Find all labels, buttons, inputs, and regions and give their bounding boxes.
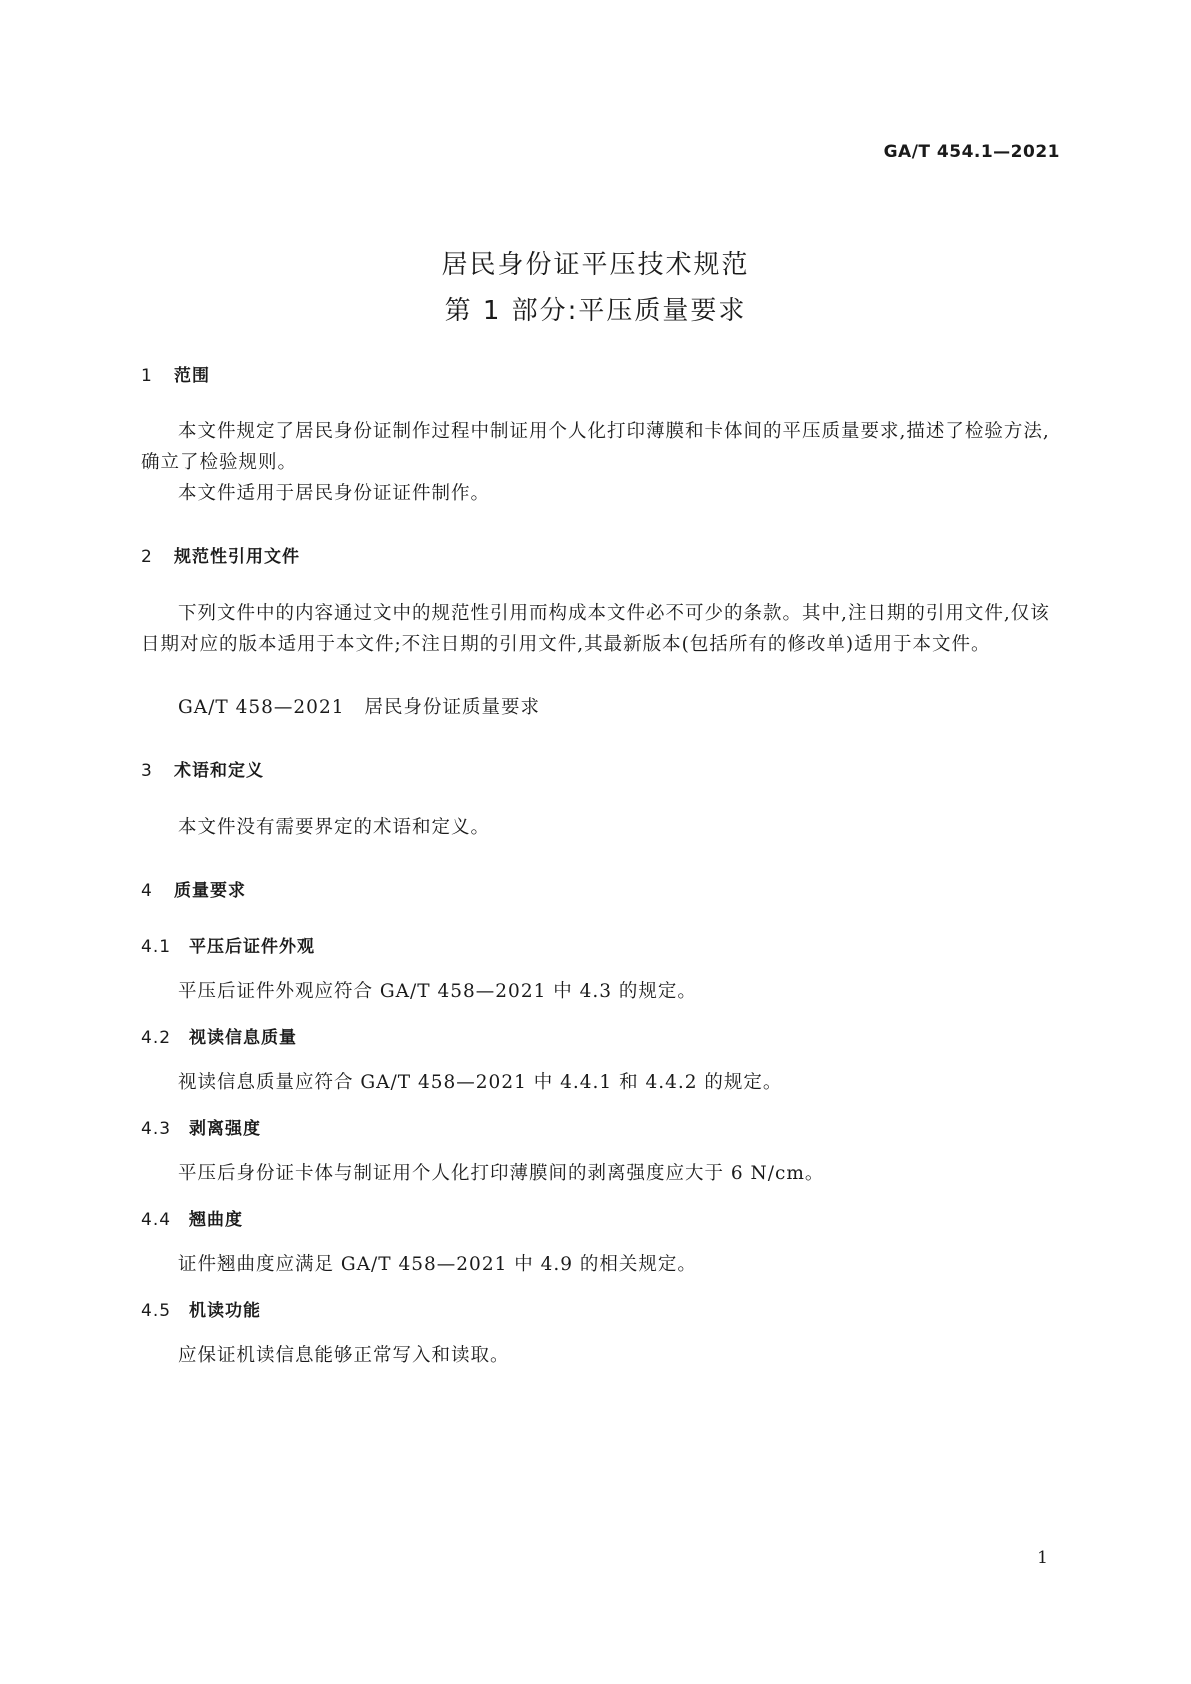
subsection-heading-4-5 xyxy=(141,1296,261,1321)
paragraph: 本文件没有需要界定的术语和定义。 xyxy=(178,817,491,838)
reference-code: GA/T 458—2021 xyxy=(178,697,345,718)
section-number: 4 xyxy=(141,881,153,901)
subsection-title: 翘曲度 xyxy=(189,1210,243,1230)
section-heading-3 xyxy=(141,756,264,781)
section-number: 3 xyxy=(141,761,153,781)
paragraph: 证件翘曲度应满足 GA/T 458—2021 中 4.9 的相关规定。 xyxy=(178,1254,697,1275)
subsection-number: 4.1 xyxy=(141,937,172,957)
section-heading-4 xyxy=(141,876,246,901)
paragraph: 视读信息质量应符合 GA/T 458—2021 中 4.4.1 和 4.4.2 的规定。 xyxy=(178,1072,783,1093)
subsection-heading-4-4 xyxy=(141,1205,243,1230)
subsection-heading-4-3 xyxy=(141,1114,261,1139)
section-title: 规范性引用文件 xyxy=(174,547,300,567)
page-number: 1 xyxy=(1037,1548,1048,1568)
subsection-heading-4-1 xyxy=(141,932,315,957)
section-number: 2 xyxy=(141,547,153,567)
normative-reference xyxy=(178,693,540,719)
subsection-number: 4.4 xyxy=(141,1210,172,1230)
subsection-number: 4.3 xyxy=(141,1119,172,1139)
document-title: 居民身份证平压技术规范 xyxy=(441,250,750,280)
reference-title: 居民身份证质量要求 xyxy=(364,697,540,718)
paragraph: 平压后身份证卡体与制证用个人化打印薄膜间的剥离强度应大于 6 N/cm。 xyxy=(178,1163,825,1184)
paragraph: 本文件规定了居民身份证制作过程中制证用个人化打印薄膜和卡体间的平压质量要求,描述了检验方法,确立了检验规则。 xyxy=(141,421,1050,473)
section-heading-1 xyxy=(141,361,210,386)
section-title: 术语和定义 xyxy=(174,761,264,781)
subsection-title: 剥离强度 xyxy=(189,1119,261,1139)
subsection-heading-4-2 xyxy=(141,1023,297,1048)
paragraph: 本文件适用于居民身份证证件制作。 xyxy=(178,483,491,504)
paragraph: 应保证机读信息能够正常写入和读取。 xyxy=(178,1345,510,1366)
paragraph: 下列文件中的内容通过文中的规范性引用而构成本文件必不可少的条款。其中,注日期的引用文件,仅该日期对应的版本适用于本文件;不注日期的引用文件,其最新版本(包括所有的修改单)适用于本文件。 xyxy=(141,603,1050,655)
paragraph: 平压后证件外观应符合 GA/T 458—2021 中 4.3 的规定。 xyxy=(178,981,697,1002)
subsection-title: 平压后证件外观 xyxy=(189,937,315,957)
section-title: 质量要求 xyxy=(174,881,246,901)
subsection-number: 4.5 xyxy=(141,1301,172,1321)
section-number: 1 xyxy=(141,366,153,386)
subsection-title: 视读信息质量 xyxy=(189,1028,297,1048)
section-heading-2 xyxy=(141,542,300,567)
subsection-number: 4.2 xyxy=(141,1028,172,1048)
standard-code: GA/T 454.1—2021 xyxy=(883,142,1060,162)
document-subtitle: 第 1 部分:平压质量要求 xyxy=(444,296,747,326)
subsection-title: 机读功能 xyxy=(189,1301,261,1321)
section-title: 范围 xyxy=(174,366,210,386)
